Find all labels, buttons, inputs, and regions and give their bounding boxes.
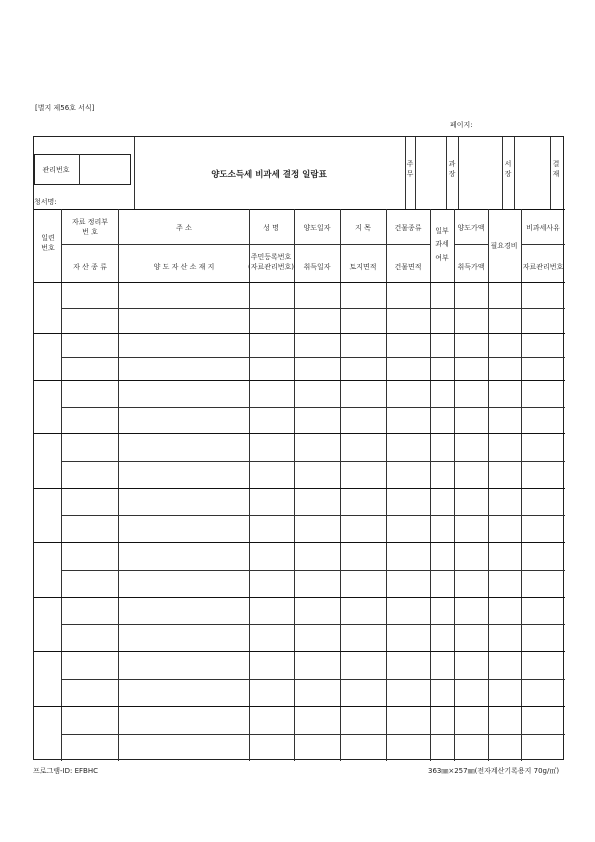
page-label: 페이지: — [450, 121, 473, 129]
col-expenses: 필요경비 — [490, 242, 518, 250]
group-divider — [34, 597, 565, 598]
program-id: 프로그램-ID: EFBHC — [33, 767, 99, 775]
row-divider — [61, 461, 565, 462]
row-divider — [61, 357, 565, 358]
col-serial: 일련 번호 — [41, 234, 55, 253]
group-divider — [34, 488, 565, 489]
col-ledger-no: 자료 정리부 번 호 — [71, 218, 109, 237]
col-building-type: 건물종류 — [394, 224, 422, 232]
author-label: 청서명: — [34, 198, 57, 206]
approval-director: 서 장 — [504, 160, 512, 179]
group-divider — [34, 706, 565, 707]
row-divider — [61, 515, 565, 516]
group-divider — [34, 651, 565, 652]
form-number: [별지 제56호 서식] — [35, 104, 95, 112]
group-divider — [34, 380, 565, 381]
col-land-area: 토지면적 — [349, 263, 377, 271]
row-divider — [61, 679, 565, 680]
col-asset-type: 자 산 종 류 — [73, 263, 107, 271]
col-acquire-price: 취득가액 — [457, 263, 485, 271]
approval-section-chief: 과 장 — [448, 160, 456, 179]
group-divider — [34, 333, 565, 334]
decision-list-form — [33, 136, 564, 760]
row-divider — [61, 570, 565, 571]
col-exempt-reason: 비과세사유 — [526, 224, 560, 232]
row-divider — [61, 734, 565, 735]
page-title: 양도소득세 비과세 결정 일람표 — [211, 170, 327, 180]
col-name: 성 명 — [263, 224, 279, 232]
row-divider — [61, 308, 565, 309]
group-divider — [34, 542, 565, 543]
col-building-area: 건물면적 — [394, 263, 422, 271]
col-transfer-price: 양도가액 — [457, 224, 485, 232]
paper-spec: 363㎜×257㎜(전자계산기록용지 70g/㎡) — [428, 767, 560, 775]
mgmt-number-label: 관리번호 — [42, 166, 70, 174]
row-divider — [61, 407, 565, 408]
col-resident-no: 주민등록번호 (자료관리번호) — [247, 253, 295, 272]
group-divider — [34, 433, 565, 434]
row-divider — [61, 624, 565, 625]
col-asset-location: 양 도 자 산 소 재 지 — [153, 263, 215, 271]
col-acquire-date: 취득일자 — [303, 263, 331, 271]
col-address: 주 소 — [176, 224, 192, 232]
col-data-mgmt-no: 자료관리번호 — [522, 263, 564, 271]
col-transfer-date: 양도일자 — [303, 224, 331, 232]
approval-label: 결 재 — [552, 160, 560, 179]
approval-staff: 주 무 — [406, 160, 414, 179]
col-partial-tax: 일부 과세 여부 — [435, 227, 449, 262]
col-land-category: 지 목 — [355, 224, 371, 232]
